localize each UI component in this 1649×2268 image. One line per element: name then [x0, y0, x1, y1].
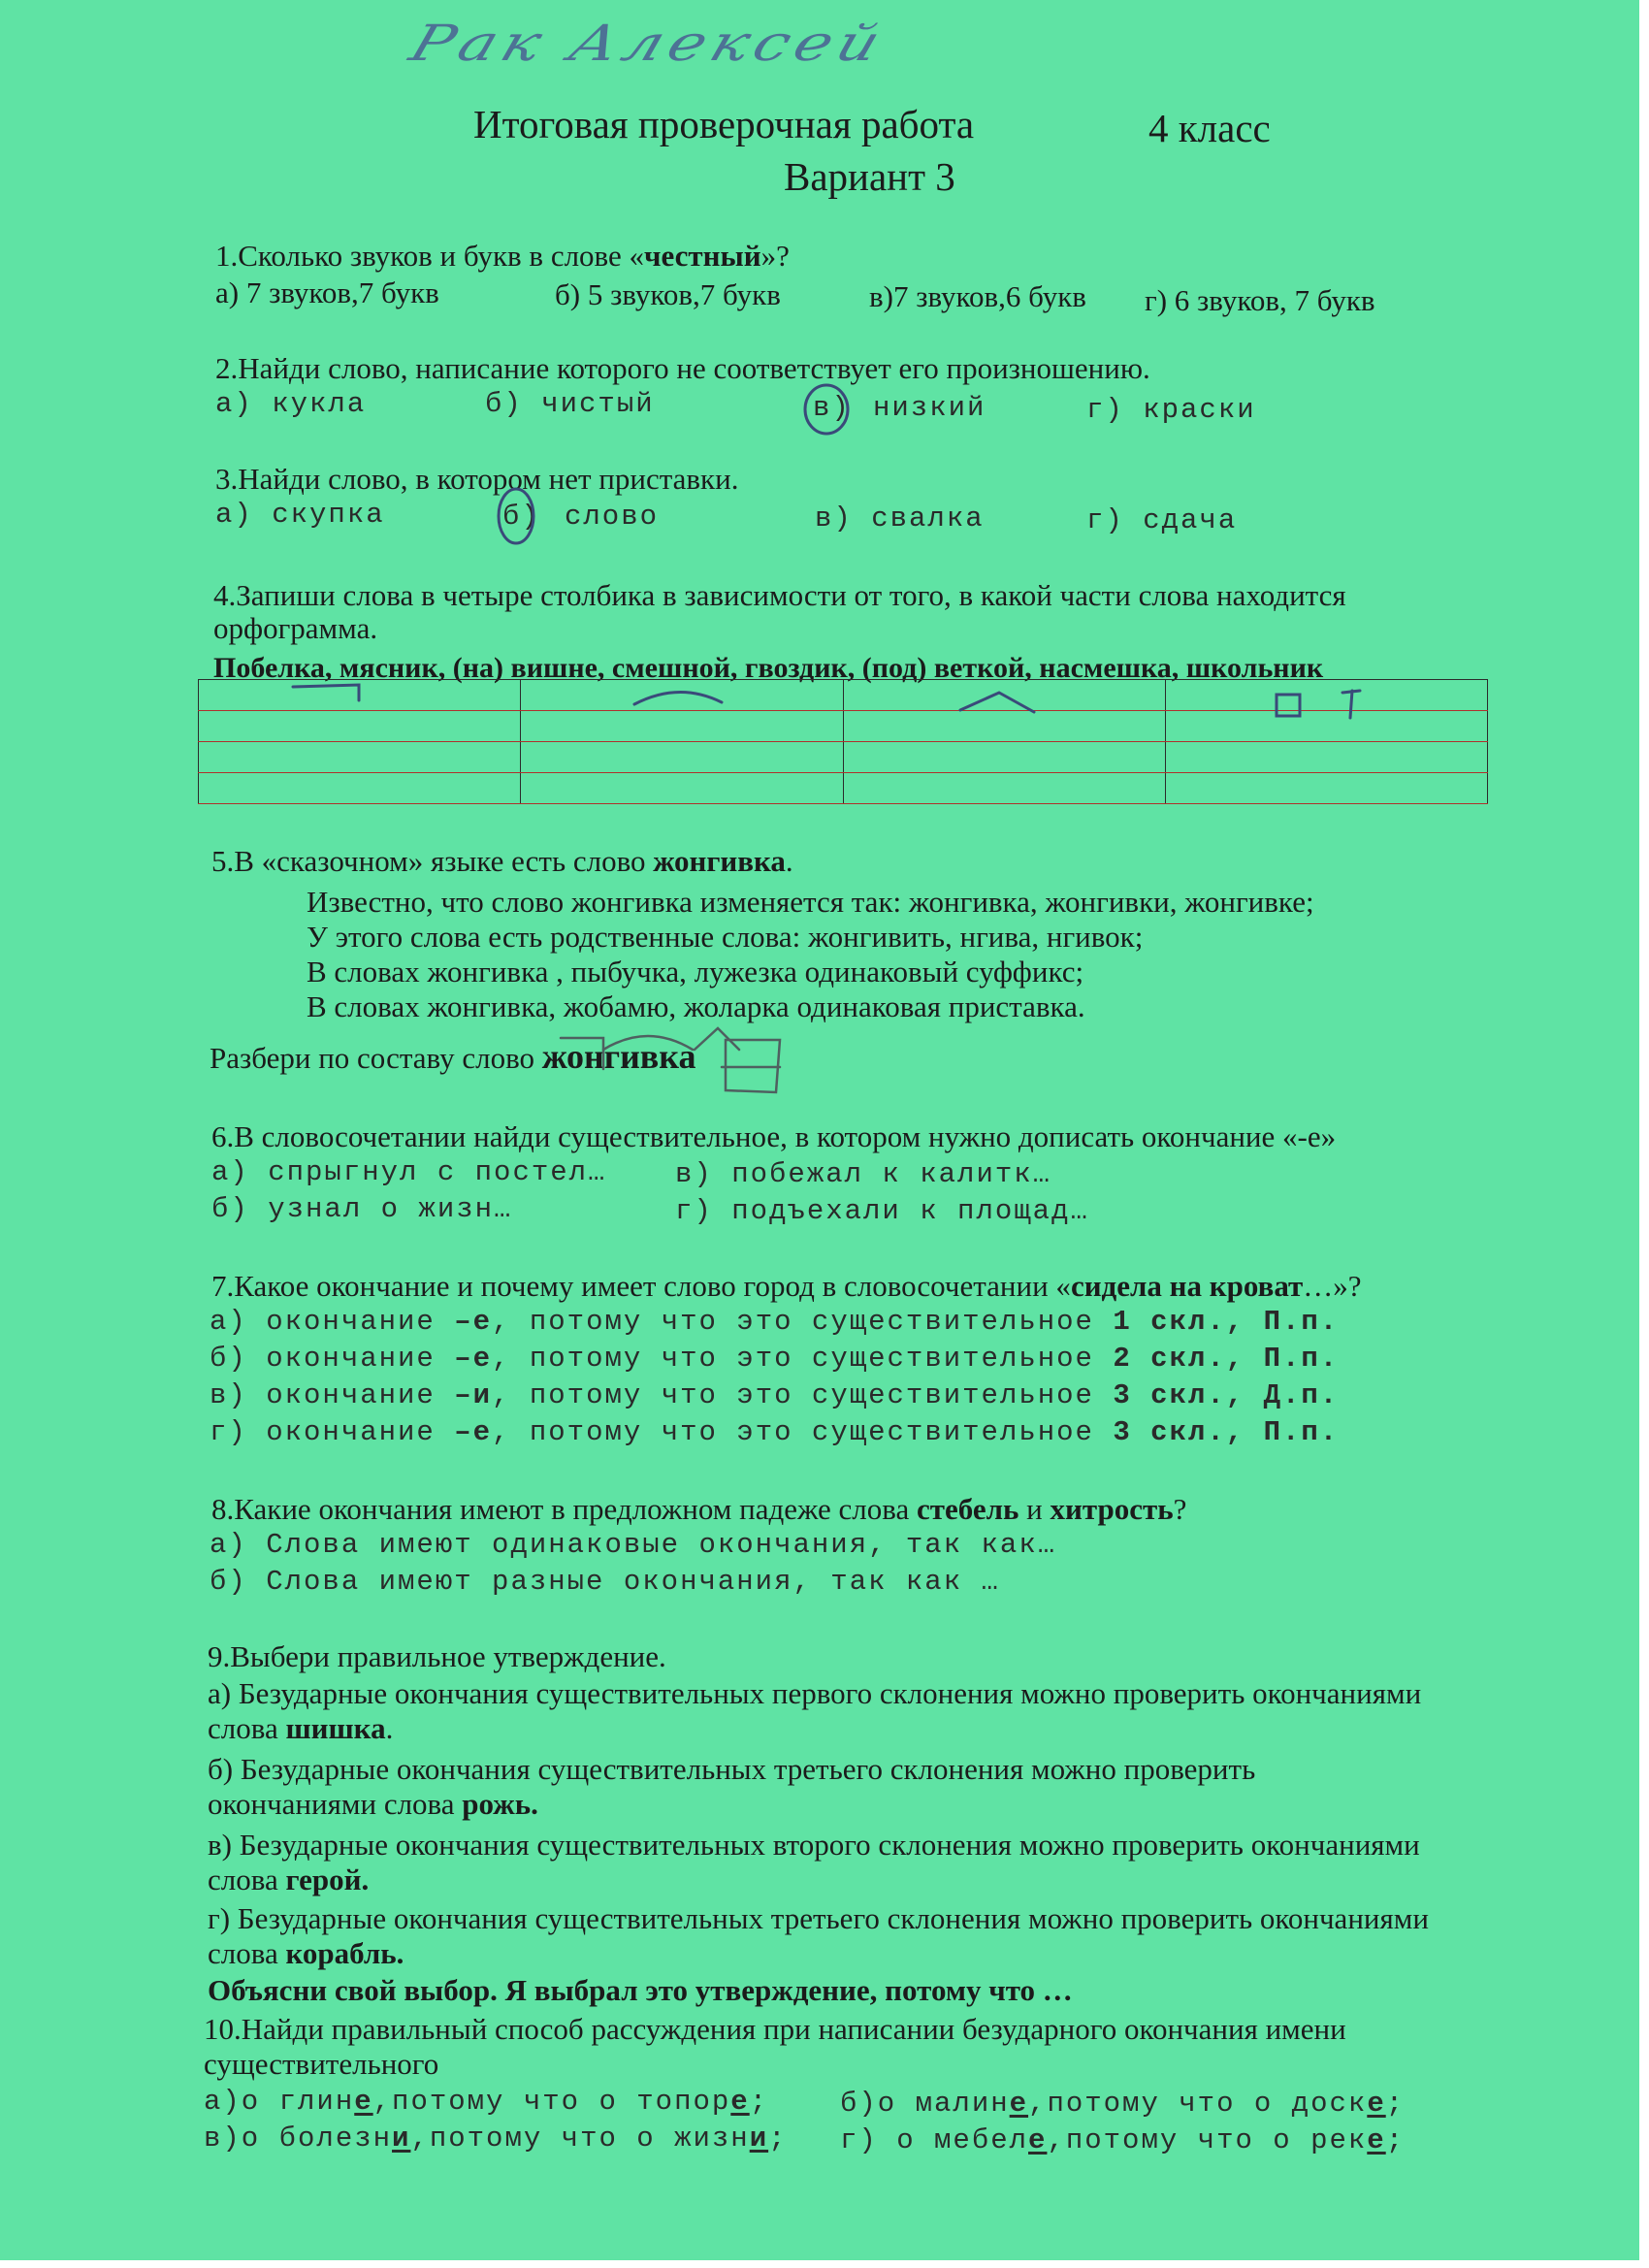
- q3-option-d: г) сдача: [1086, 504, 1238, 536]
- table-cell[interactable]: [1165, 742, 1487, 773]
- q10-d-ending: е: [1367, 2124, 1386, 2156]
- q2-option-c: низкий: [873, 392, 986, 424]
- student-name-signature: Рак Алексей: [403, 15, 893, 73]
- q2-option-d: г) краски: [1086, 394, 1256, 426]
- table-cell[interactable]: [843, 680, 1165, 711]
- q7-a-ending: –е: [454, 1306, 493, 1338]
- q5-ending-box: [726, 1040, 780, 1092]
- q10-a-part: а)о глин: [204, 2086, 355, 2118]
- q8-and: и: [1018, 1492, 1051, 1526]
- q9-c-pre: слова: [208, 1863, 286, 1896]
- q9-a-pre: слова: [208, 1711, 286, 1745]
- q5-text-end: .: [785, 844, 793, 878]
- q4-answer-table: [198, 679, 1488, 804]
- q7-a-mid: , потому что это существительное: [492, 1306, 1114, 1338]
- q10-a-part: ;: [749, 2086, 769, 2118]
- q9-option-c-cont: [208, 1863, 369, 1897]
- q8-word-2: хитрость: [1050, 1492, 1174, 1526]
- q9-option-d-cont: [208, 1936, 404, 1971]
- q10-b-ending: е: [1367, 2088, 1386, 2120]
- q5-line-3: В словах жонгивка , пыбучка, лужезка одинаковый суффикс;: [307, 955, 1084, 988]
- page-title: Итоговая проверочная работа: [473, 102, 975, 146]
- q7-c-mid: , потому что это существительное: [492, 1379, 1114, 1411]
- q5-task-word: жонгивка: [541, 1037, 696, 1076]
- q7-text-end: …»?: [1303, 1269, 1362, 1303]
- q10-d-part: ;: [1385, 2124, 1406, 2156]
- q7-option-a: [210, 1306, 1339, 1338]
- q10-option-a: [204, 2086, 768, 2118]
- table-cell[interactable]: [521, 711, 843, 742]
- table-cell[interactable]: [521, 680, 843, 711]
- q9-option-b: б) Безударные окончания существительных третьего склонения можно проверить: [208, 1752, 1256, 1786]
- q9-a-post: .: [385, 1711, 394, 1745]
- q5-task-text: Разбери по составу слово: [210, 1041, 542, 1075]
- q9-option-a: а) Безударные окончания существительных первого склонения можно проверить окончаниями: [208, 1676, 1422, 1710]
- q7-text: 7.Какое окончание и почему имеет слово город в словосочетании «: [211, 1269, 1071, 1303]
- q9-explain: Объясни свой выбор. Я выбрал это утверждение, потому что …: [208, 1973, 1073, 2007]
- q1-option-d: г) 6 звуков, 7 букв: [1145, 283, 1375, 317]
- q10-d-ending: е: [1028, 2124, 1048, 2156]
- q10-c-part: ;: [768, 2122, 788, 2155]
- q7-option-d: [210, 1416, 1339, 1448]
- q10-c-ending: и: [392, 2122, 411, 2155]
- q1-option-b: б) 5 звуков,7 букв: [555, 277, 781, 311]
- q10-b-part: ;: [1385, 2088, 1406, 2120]
- q7-b-ending: –е: [454, 1343, 493, 1375]
- table-row: [199, 773, 1488, 804]
- q7-c-tail: 3 скл., Д.п.: [1113, 1379, 1340, 1411]
- q10-a-ending: е: [354, 2086, 373, 2118]
- table-cell[interactable]: [521, 773, 843, 804]
- q7-b-tail: 2 скл., П.п.: [1113, 1343, 1340, 1375]
- q7-a-tail: 1 скл., П.п.: [1113, 1306, 1340, 1338]
- q10-option-d: [840, 2124, 1405, 2156]
- table-cell[interactable]: [1165, 680, 1487, 711]
- question-3: 3.Найди слово, в котором нет приставки.: [215, 462, 739, 496]
- q5-word: жонгивка: [653, 844, 786, 878]
- q10-c-part: ,потому что о жизн: [410, 2122, 750, 2155]
- q7-d-ending: –е: [454, 1416, 493, 1448]
- q5-text: 5.В «сказочном» языке есть слово: [211, 844, 654, 878]
- question-4: 4.Запиши слова в четыре столбика в зависимости от того, в какой части слова находится: [213, 578, 1346, 612]
- q9-d-word: корабль.: [285, 1936, 404, 1970]
- q10-c-part: в)о болезн: [204, 2122, 393, 2155]
- q3-option-b-letter: б): [502, 501, 540, 533]
- q7-d-pre: г) окончание: [210, 1416, 455, 1448]
- table-cell[interactable]: [843, 711, 1165, 742]
- q1-option-c: в)7 звуков,6 букв: [869, 279, 1086, 313]
- q7-d-mid: , потому что это существительное: [492, 1416, 1114, 1448]
- q9-option-d: г) Безударные окончания существительных третьего склонения можно проверить окончаниями: [208, 1901, 1429, 1935]
- table-row: [199, 680, 1488, 711]
- q3-option-c: в) свалка: [815, 502, 985, 535]
- q10-b-ending: е: [1009, 2088, 1029, 2120]
- q6-option-a: а) спрыгнул с постел…: [211, 1156, 607, 1188]
- question-5: [211, 844, 793, 879]
- q7-c-pre: в) окончание: [210, 1379, 455, 1411]
- question-9: 9.Выбери правильное утверждение.: [208, 1639, 666, 1673]
- q7-d-tail: 3 скл., П.п.: [1113, 1416, 1340, 1448]
- q4-word-list: Побелка, мясник, (на) вишне, смешной, гвоздик, (под) веткой, насмешка, школьник: [213, 652, 1324, 684]
- grade-label: 4 класс: [1148, 106, 1271, 150]
- table-cell[interactable]: [1165, 711, 1487, 742]
- q1-text: 1.Сколько звуков и букв в слове «: [215, 239, 645, 273]
- q10-c-ending: и: [749, 2122, 769, 2155]
- q6-option-d: г) подъехали к площад…: [675, 1195, 1089, 1227]
- table-cell[interactable]: [1165, 773, 1487, 804]
- table-cell[interactable]: [199, 680, 521, 711]
- q8-option-b: б) Слова имеют разные окончания, так как …: [210, 1566, 1000, 1598]
- q10-d-part: г) о мебел: [840, 2124, 1029, 2156]
- q3-option-b: слово: [565, 501, 660, 533]
- q10-d-part: ,потому что о рек: [1047, 2124, 1368, 2156]
- q2-option-b: б) чистый: [485, 388, 655, 420]
- q5-line-1: Известно, что слово жонгивка изменяется так: жонгивка, жонгивки, жонгивке;: [307, 885, 1314, 919]
- q1-option-a: а) 7 звуков,7 букв: [215, 275, 439, 309]
- table-cell[interactable]: [843, 773, 1165, 804]
- q6-option-b: б) узнал о жизн…: [211, 1193, 513, 1225]
- q10-a-part: ,потому что о топор: [372, 2086, 731, 2118]
- q7-a-pre: а) окончание: [210, 1306, 455, 1338]
- table-cell[interactable]: [843, 742, 1165, 773]
- q7-c-ending: –и: [454, 1379, 493, 1411]
- q7-b-pre: б) окончание: [210, 1343, 455, 1375]
- q10-option-b: [840, 2088, 1405, 2120]
- q10-option-c: [204, 2122, 788, 2155]
- q5-line-4: В словах жонгивка, жобамю, жоларка одинаковая приставка.: [307, 989, 1085, 1023]
- q8-text-end: ?: [1173, 1492, 1187, 1526]
- question-8: [211, 1492, 1186, 1527]
- q5-suffix-mark: [695, 1028, 739, 1050]
- q1-text-end: »?: [760, 239, 790, 273]
- q9-c-word: герой.: [285, 1863, 370, 1896]
- q7-word: сидела на кроват: [1070, 1269, 1304, 1303]
- q2-option-c-letter: в): [813, 392, 851, 424]
- question-7: [211, 1269, 1362, 1304]
- q9-a-word: шишка: [285, 1711, 386, 1745]
- question-2: 2.Найди слово, написание которого не соответствует его произношению.: [215, 351, 1150, 385]
- q5-line-2: У этого слова есть родственные слова: жонгивить, нгива, нгивок;: [307, 920, 1144, 954]
- q9-option-c: в) Безударные окончания существительных второго склонения можно проверить окончаниями: [208, 1828, 1420, 1862]
- q10-b-part: б)о малин: [840, 2088, 1010, 2120]
- q9-d-pre: слова: [208, 1936, 286, 1970]
- q9-option-b-cont: [208, 1787, 538, 1822]
- table-row: [199, 742, 1488, 773]
- q7-option-c: [210, 1379, 1339, 1411]
- question-1: [215, 239, 790, 274]
- question-6: 6.В словосочетании найди существительное, в котором нужно дописать окончание «-е»: [211, 1119, 1337, 1153]
- q8-word-1: стебель: [917, 1492, 1019, 1526]
- q8-text: 8.Какие окончания имеют в предложном падеже слова: [211, 1492, 918, 1526]
- q9-b-pre: окончаниями слова: [208, 1787, 463, 1821]
- q7-b-mid: , потому что это существительное: [492, 1343, 1114, 1375]
- question-10-cont: существительного: [204, 2047, 439, 2081]
- table-row: [199, 711, 1488, 742]
- table-cell[interactable]: [199, 711, 521, 742]
- q6-option-c: в) побежал к калитк…: [675, 1158, 1052, 1190]
- q7-option-b: [210, 1343, 1339, 1375]
- q9-b-word: рожь.: [462, 1787, 538, 1821]
- question-10: 10.Найди правильный способ рассуждения при написании безударного окончания имени: [204, 2012, 1346, 2046]
- q10-a-ending: е: [730, 2086, 750, 2118]
- q1-word: честный: [644, 239, 761, 273]
- question-4-cont: орфограмма.: [213, 611, 378, 645]
- table-cell[interactable]: [199, 742, 521, 773]
- q8-option-a: а) Слова имеют одинаковые окончания, так как…: [210, 1529, 1057, 1561]
- q10-b-part: ,потому что о доск: [1028, 2088, 1368, 2120]
- q3-option-a: а) скупка: [215, 499, 385, 531]
- table-cell[interactable]: [521, 742, 843, 773]
- q9-option-a-cont: [208, 1711, 393, 1746]
- table-cell[interactable]: [199, 773, 521, 804]
- variant-label: Вариант 3: [784, 154, 955, 199]
- q2-option-a: а) кукла: [215, 388, 367, 420]
- q5-task: [210, 1036, 695, 1077]
